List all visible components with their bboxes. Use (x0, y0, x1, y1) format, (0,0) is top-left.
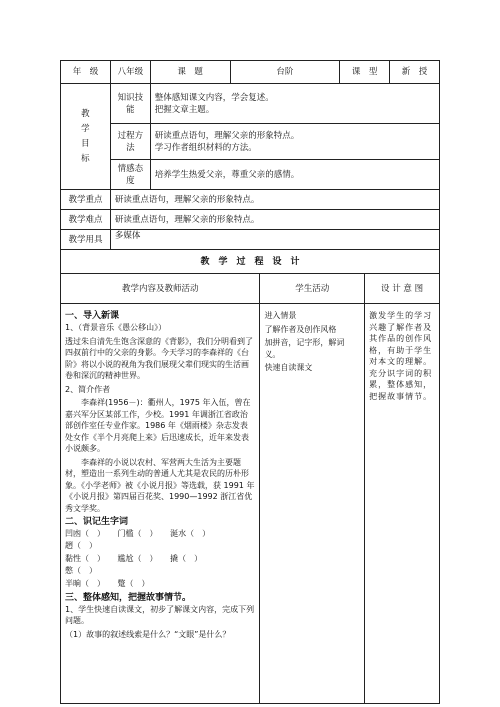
goal-content-process (150, 124, 439, 160)
vocab-item: 憋（ ） (65, 565, 97, 575)
vocab-row (65, 553, 255, 576)
col-header-student: 学生活动 (260, 274, 365, 304)
col-header-content: 教学内容及教师活动 (61, 274, 260, 304)
type-value: 新 授 (390, 61, 440, 84)
paragraph: （1）故事的叙述线索是什么？“文眼”是什么？ (65, 629, 231, 639)
lesson-info-table (60, 60, 440, 250)
grade-label: 年 级 (61, 61, 111, 84)
goal-content-knowledge (150, 84, 439, 124)
goal-dimension-knowledge: 知识技能 (110, 84, 150, 124)
paragraph: 1、学生快速自读课文，初步了解课文内容，完成下列问题。 (65, 604, 255, 625)
process-table (60, 249, 440, 704)
student-activity: 了解作者及创作风格 (264, 324, 337, 334)
student-activity: 进入情景 (264, 311, 297, 320)
goal-content-emotion: 培养学生热爱父亲，尊重父亲的感情。 (150, 160, 439, 190)
process-title: 教 学 过 程 设 计 (61, 250, 440, 274)
student-activity: 快速自读课文 (264, 363, 313, 372)
vocab-item: 涎水（ ） (170, 529, 211, 538)
paragraph: 李森祥的小说以农村、军营两大生活为主要题材，塑造出一系列生动的普通人尤其是农民的历朴形象。《小学老师》被《小说月报》等选载，获 1991 年《小说月报》第四届百花奖、1990—1992 浙江省优秀文学奖。 (65, 457, 255, 513)
vocab-item: 门槛（ ） (117, 529, 158, 538)
design-intent-text: 激发学生的学习兴趣了解作者及其作品的创作风格，有助于学生对本文的理解。充分识字词的积累，整体感知，把握故事情节。 (369, 311, 433, 401)
vocab-item: 凹凼（ ） (65, 529, 105, 538)
goal-line: 研读重点语句，理解父亲的形象特点。 (154, 130, 300, 141)
goal-dimension-process: 过程方法 (110, 124, 150, 160)
paragraph: 2、简介作者 (65, 384, 111, 394)
goal-dimension-emotion: 情感态度 (110, 160, 150, 190)
type-label: 课 型 (340, 61, 390, 84)
paragraph: 透过朱自清先生饱含深意的《背影》，我们分明看到了四叔前行中的父亲的身影。今天学习的李森祥的《台阶》将以小说的视角为我们展现父辈们现实的生活画卷和深沉的精神世界。 (65, 336, 253, 380)
tools-label: 教学用具 (61, 230, 111, 250)
vocab-item: 半晌（ ） (65, 579, 105, 588)
teacher-content-cell (61, 304, 260, 704)
design-intent-cell (365, 304, 440, 704)
vocab-item: 撬（ ） (170, 554, 203, 563)
vocab-row (65, 578, 255, 590)
goal-line: 学习作者组织材料的方法。 (154, 142, 257, 153)
vocab-item: 黏性（ ） (65, 554, 105, 563)
goal-line: 把握文章主题。 (154, 104, 215, 115)
key-point-value: 研读重点语句，理解父亲的形象特点。 (110, 190, 439, 210)
paragraph: 1、（背景音乐《愚公移山》） (65, 323, 167, 332)
tools-value: 多媒体 (110, 230, 439, 250)
vocab-row (65, 528, 255, 551)
difficulty-label: 教学难点 (61, 210, 111, 230)
paragraph: 李森祥(1956－)：衢州人，1975 年入伍，曾在嘉兴军分区某部工作，少校。1991 年调浙江省政治部创作室任专业作家。1986 年《烟雨楼》杂志发表处女作《半个月亮爬上来》后迅速成长，近年来发表小说颇多。 (65, 398, 251, 453)
goal-line: 整体感知课文内容，学会复述。 (154, 92, 274, 103)
section-overview-title: 三、整体感知，把握故事情节。 (65, 592, 192, 603)
topic-label: 课 题 (150, 61, 230, 84)
goals-label (61, 84, 111, 190)
section-vocab-title: 二、识记生字词 (65, 517, 129, 527)
goals-label-text: 教学目标 (81, 108, 90, 164)
col-header-intent: 设 计 意 图 (365, 274, 440, 304)
grade-value: 八年级 (110, 61, 150, 84)
student-activity-cell (260, 304, 365, 704)
difficulty-value: 研读重点语句，理解父亲的形象特点。 (110, 210, 439, 230)
vocab-item: 趔（ ） (65, 540, 97, 550)
vocab-item: 尴尬（ ） (117, 554, 158, 563)
key-point-label: 教学重点 (61, 190, 111, 210)
section-intro-title: 一、导入新课 (65, 311, 120, 321)
student-activity: 加拼音，记字形，解词义。 (264, 338, 345, 359)
topic-value: 台阶 (230, 61, 340, 84)
vocab-item: 蹩（ ） (117, 579, 150, 588)
